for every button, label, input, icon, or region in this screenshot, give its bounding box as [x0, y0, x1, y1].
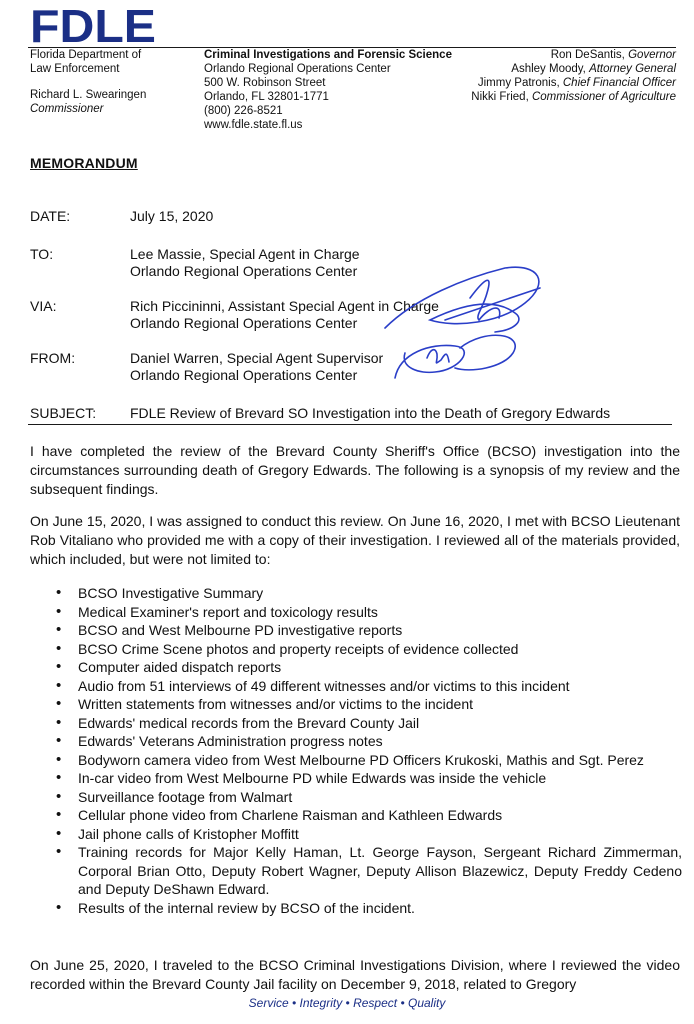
office-name: Orlando Regional Operations Center: [204, 63, 391, 75]
agency-line-2: Law Enforcement: [30, 63, 120, 75]
list-item: • Cellular phone video from Charlene Raisman and Kathleen Edwards: [56, 806, 682, 825]
official-governor: Ron DeSantis, Governor: [550, 49, 676, 61]
via-name: Rich Piccininni, Assistant Special Agent in Charge: [130, 298, 439, 314]
to-label: TO:: [30, 246, 54, 262]
header-agency-block: [30, 48, 146, 116]
to-office: Orlando Regional Operations Center: [130, 263, 358, 279]
list-item: • Surveillance footage from Walmart: [56, 788, 682, 807]
list-item: • BCSO Crime Scene photos and property receipts of evidence collected: [56, 640, 682, 659]
header-officials-block: [471, 48, 676, 104]
materials-list: [56, 584, 682, 917]
list-item: • Audio from 51 interviews of 49 different witnesses and/or victims to this incident: [56, 677, 682, 696]
to-name: Lee Massie, Special Agent in Charge: [130, 246, 360, 262]
header-address-block: [204, 48, 452, 132]
list-item: • Edwards' Veterans Administration progress notes: [56, 732, 682, 751]
paragraph-assignment: On June 15, 2020, I was assigned to conduct this review. On June 16, 2020, I met with BCSO Lieutenant Rob Vitaliano who provided me with a copy of their investigation. I reviewed all of the materials provided, which included, but were not limited to:: [30, 513, 680, 567]
list-item: • Medical Examiner's report and toxicology results: [56, 603, 682, 622]
subject-label: SUBJECT:: [30, 405, 97, 421]
from-label: FROM:: [30, 350, 76, 366]
date-value: July 15, 2020: [130, 208, 214, 224]
fdle-logo: [30, 4, 158, 46]
list-item: • BCSO and West Melbourne PD investigative reports: [56, 621, 682, 640]
list-item: • Bodyworn camera video from West Melbourne PD Officers Krukoski, Mathis and Sgt. Perez: [56, 751, 682, 770]
city-address: Orlando, FL 32801-1771: [204, 91, 329, 103]
website-link[interactable]: www.fdle.state.fl.us: [204, 119, 303, 131]
via-label: VIA:: [30, 298, 57, 314]
list-item: • Jail phone calls of Kristopher Moffitt: [56, 825, 682, 844]
paragraph-intro: I have completed the review of the Brevard County Sheriff's Office (BCSO) investigation into the circumstances surrounding death of Gregory Edwards. The following is a synopsis of my review and the subsequent findings.: [30, 443, 680, 497]
date-label: DATE:: [30, 208, 71, 224]
logo-text: FDLE: [30, 4, 156, 46]
list-item: • Computer aided dispatch reports: [56, 658, 682, 677]
list-item: • Training records for Major Kelly Haman, Lt. George Fayson, Sergeant Richard Zimmerman, Corporal Brian Otto, Deputy Robert Wagner, Deputy Allison Blazewicz, Deputy Freddy Cedeno and Deputy DeShawn Edward.: [56, 843, 682, 899]
list-item: • In-car video from West Melbourne PD while Edwards was inside the vehicle: [56, 769, 682, 788]
from-office: Orlando Regional Operations Center: [130, 367, 358, 383]
official-cfo: Jimmy Patronis, Chief Financial Officer: [477, 77, 676, 89]
official-attorney-general: Ashley Moody, Attorney General: [511, 63, 676, 75]
via-office: Orlando Regional Operations Center: [130, 315, 358, 331]
to-value: [130, 246, 360, 280]
paragraph-travel: On June 25, 2020, I traveled to the BCSO Criminal Investigations Division, where I reviewed the video recorded within the Brevard County Jail facility on December 9, 2018, related to Gregory: [30, 957, 680, 992]
official-agriculture: Nikki Fried, Commissioner of Agriculture: [471, 91, 676, 103]
subject-value: FDLE Review of Brevard SO Investigation into the Death of Gregory Edwards: [130, 405, 611, 421]
list-item: • BCSO Investigative Summary: [56, 584, 682, 603]
agency-line-1: Florida Department of: [30, 49, 142, 61]
footer-motto: Service • Integrity • Respect • Quality: [248, 996, 446, 1010]
from-value: [130, 350, 383, 384]
memo-title: MEMORANDUM: [30, 155, 138, 171]
list-item: • Results of the internal review by BCSO of the incident.: [56, 899, 682, 918]
via-value: [130, 298, 439, 332]
list-item: • Written statements from witnesses and/or victims to the incident: [56, 695, 682, 714]
commissioner-name: Richard L. Swearingen: [30, 89, 147, 101]
division-name: Criminal Investigations and Forensic Science: [204, 49, 452, 61]
phone-number: (800) 226-8521: [204, 105, 283, 117]
street-address: 500 W. Robinson Street: [204, 77, 326, 89]
subject-rule: [28, 424, 672, 425]
from-name: Daniel Warren, Special Agent Supervisor: [130, 350, 384, 366]
list-item: • Edwards' medical records from the Brevard County Jail: [56, 714, 682, 733]
commissioner-title: Commissioner: [30, 103, 104, 115]
